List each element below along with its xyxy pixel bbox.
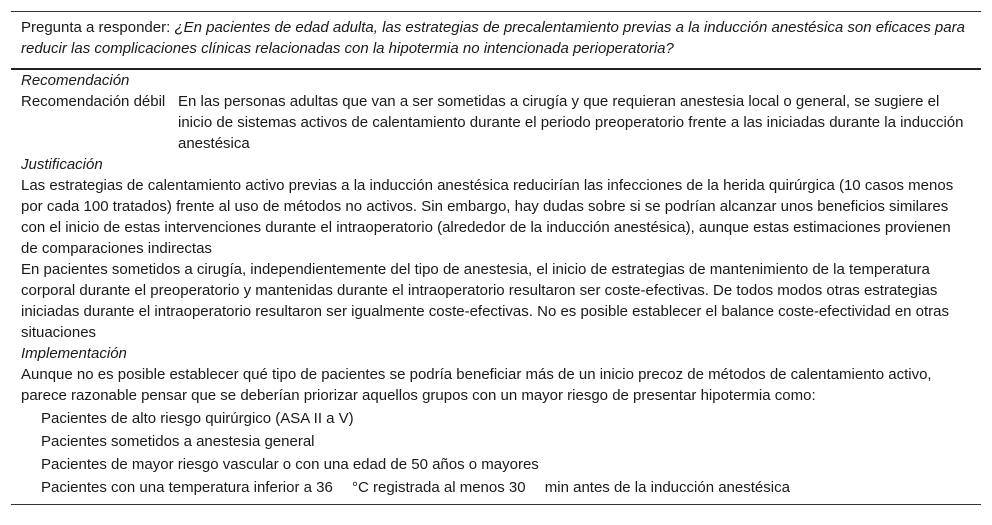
question-text: ¿En pacientes de edad adulta, las estrategias de precalentamiento previas a la inducción anestésica son eficaces para reducir las complicaciones clínicas relacionadas con la hipotermia no intencionada perioperatoria? — [21, 19, 965, 57]
list-item: Pacientes sometidos a anestesia general — [41, 433, 315, 450]
list-item: Pacientes de alto riesgo quirúrgico (ASA II a V) — [41, 410, 354, 427]
recommendation-table — [11, 11, 981, 505]
implementation-intro: Aunque no es posible establecer qué tipo de pacientes se podría beneficiar más de un inicio precoz de métodos de calentamiento activo, parece razonable pensar que se deberían priorizar aquellos grupos con un mayor riesgo de presentar hipotermia como: — [21, 366, 932, 404]
justification-paragraph: Las estrategias de calentamiento activo previas a la inducción anestésica reducirían las infecciones de la herida quirúrgica (10 casos menos por cada 100 tratados) frente al uso de métodos no activos. Sin embargo, hay dudas sobre si se podrían alcanzar unos beneficios similares con el inicio de estas intervenciones durante el intraoperatorio (alrededor de la inducción anestésica), aunque estas estimaciones provienen de comparaciones indirectas — [21, 177, 954, 257]
table-body — [11, 70, 981, 498]
recommendation-text: En las personas adultas que van a ser sometidas a cirugía y que requieran anestesia local o general, se sugiere el inicio de sistemas activos de calentamiento durante el periodo preoperatorio frente a las iniciadas durante la inducción anestésica — [178, 93, 964, 152]
priority-groups-list — [21, 408, 971, 498]
justification-paragraph: En pacientes sometidos a cirugía, independientemente del tipo de anestesia, el inicio de estrategias de mantenimiento de la temperatura corporal durante el preoperatorio y mantenidas durante el intraoperatorio resultaron ser coste-efectivas. De todos modos otras estrategias iniciadas durante el intraoperatorio resultaron ser igualmente coste-efectivas. No es posible establecer el balance coste-efectividad en otras situaciones — [21, 261, 950, 341]
question-prefix: Pregunta a responder: — [21, 19, 175, 36]
implementation-section-title: Implementación — [21, 345, 127, 362]
list-item: Pacientes de mayor riesgo vascular o con una edad de 50 años o mayores — [41, 456, 539, 473]
justification-section-title: Justificación — [21, 156, 103, 173]
bottom-rule — [11, 498, 981, 505]
question-header — [11, 11, 981, 70]
list-item: Pacientes con una temperatura inferior a 36 °C registrada al menos 30 min antes de la inducción anestésica — [41, 479, 790, 496]
recommendation-row — [21, 91, 971, 154]
recommendation-strength-label: Recomendación débil — [21, 93, 166, 110]
recommendation-section-title: Recomendación — [21, 72, 130, 89]
